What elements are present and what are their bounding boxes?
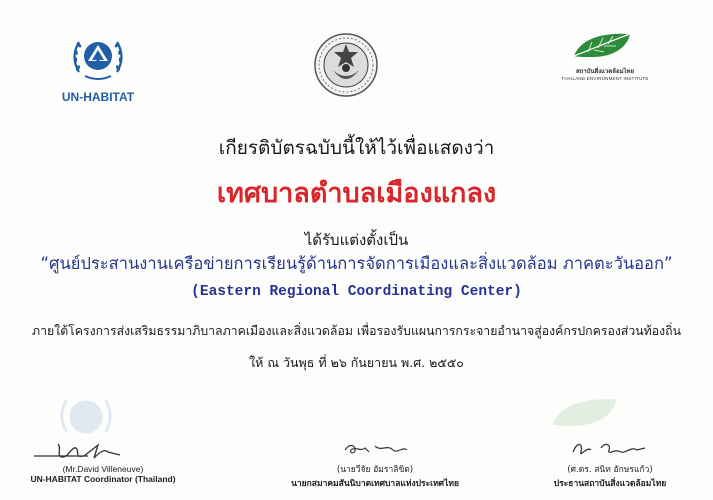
signatory-title: นายกสมาคมสันนิบาตเทศบาลแห่งประเทศไทย — [291, 479, 459, 489]
signatory-name: (ศ.ดร. สนิท อักษรแก้ว) — [567, 465, 653, 475]
un-habitat-label: UN-HABITAT — [61, 90, 135, 104]
signature-block-tei — [525, 438, 695, 490]
certificate-intro: เกียรติบัตรฉบับนี้ให้ไว้เพื่อแสดงว่า — [218, 137, 495, 159]
signatory-name: (นายวีจัย อัมราลิขิต) — [336, 465, 414, 475]
date-line: ให้ ณ วันพุธ ที่ ๒๖ กันยายน พ.ศ. ๒๕๕๐ — [249, 355, 464, 370]
signature-scribble — [28, 440, 178, 462]
signatory-title: UN-HABITAT Coordinator (Thailand) — [30, 474, 176, 484]
program-description: ภายใต้โครงการส่งเสริมธรรมาภิบาลภาคเมืองและสิ่งแวดล้อม เพื่อรองรับแผนการกระจายอำนาจสู่องค์กรปกครองส่วนท้องถิ่น — [31, 324, 682, 338]
signature-scribble — [315, 438, 435, 460]
un-habitat-logo-icon — [69, 30, 127, 88]
un-habitat-logo — [48, 30, 148, 104]
center-name-english: (Eastern Regional Coordinating Center) — [191, 284, 522, 300]
leaf-logo-icon — [570, 30, 640, 60]
tei-logo — [545, 30, 665, 81]
appointed-text: ได้รับแต่งตั้งเป็น — [304, 231, 409, 249]
signature-scribble — [545, 438, 675, 460]
signature-block-un-habitat — [18, 440, 188, 484]
signature-block-municipal-league — [275, 438, 475, 490]
recipient-name: เทศบาลตำบลเมืองแกลง — [216, 178, 497, 209]
signatory-name: (Mr.David Villeneuve) — [62, 464, 144, 474]
center-name-thai: “ศูนย์ประสานงานเครือข่ายการเรียนรู้ด้านการจัดการเมืองและสิ่งแวดล้อม ภาคตะวันออก” — [40, 254, 673, 273]
tei-name-th: สถาบันสิ่งแวดล้อมไทย — [575, 68, 635, 75]
tei-name-en: THAILAND ENVIRONMENT INSTITUTE — [561, 76, 649, 81]
royal-seal-icon — [313, 32, 379, 98]
royal-seal — [313, 32, 379, 98]
signatory-title: ประธานสถาบันสิ่งแวดล้อมไทย — [553, 479, 667, 489]
leaf-watermark — [548, 392, 628, 436]
